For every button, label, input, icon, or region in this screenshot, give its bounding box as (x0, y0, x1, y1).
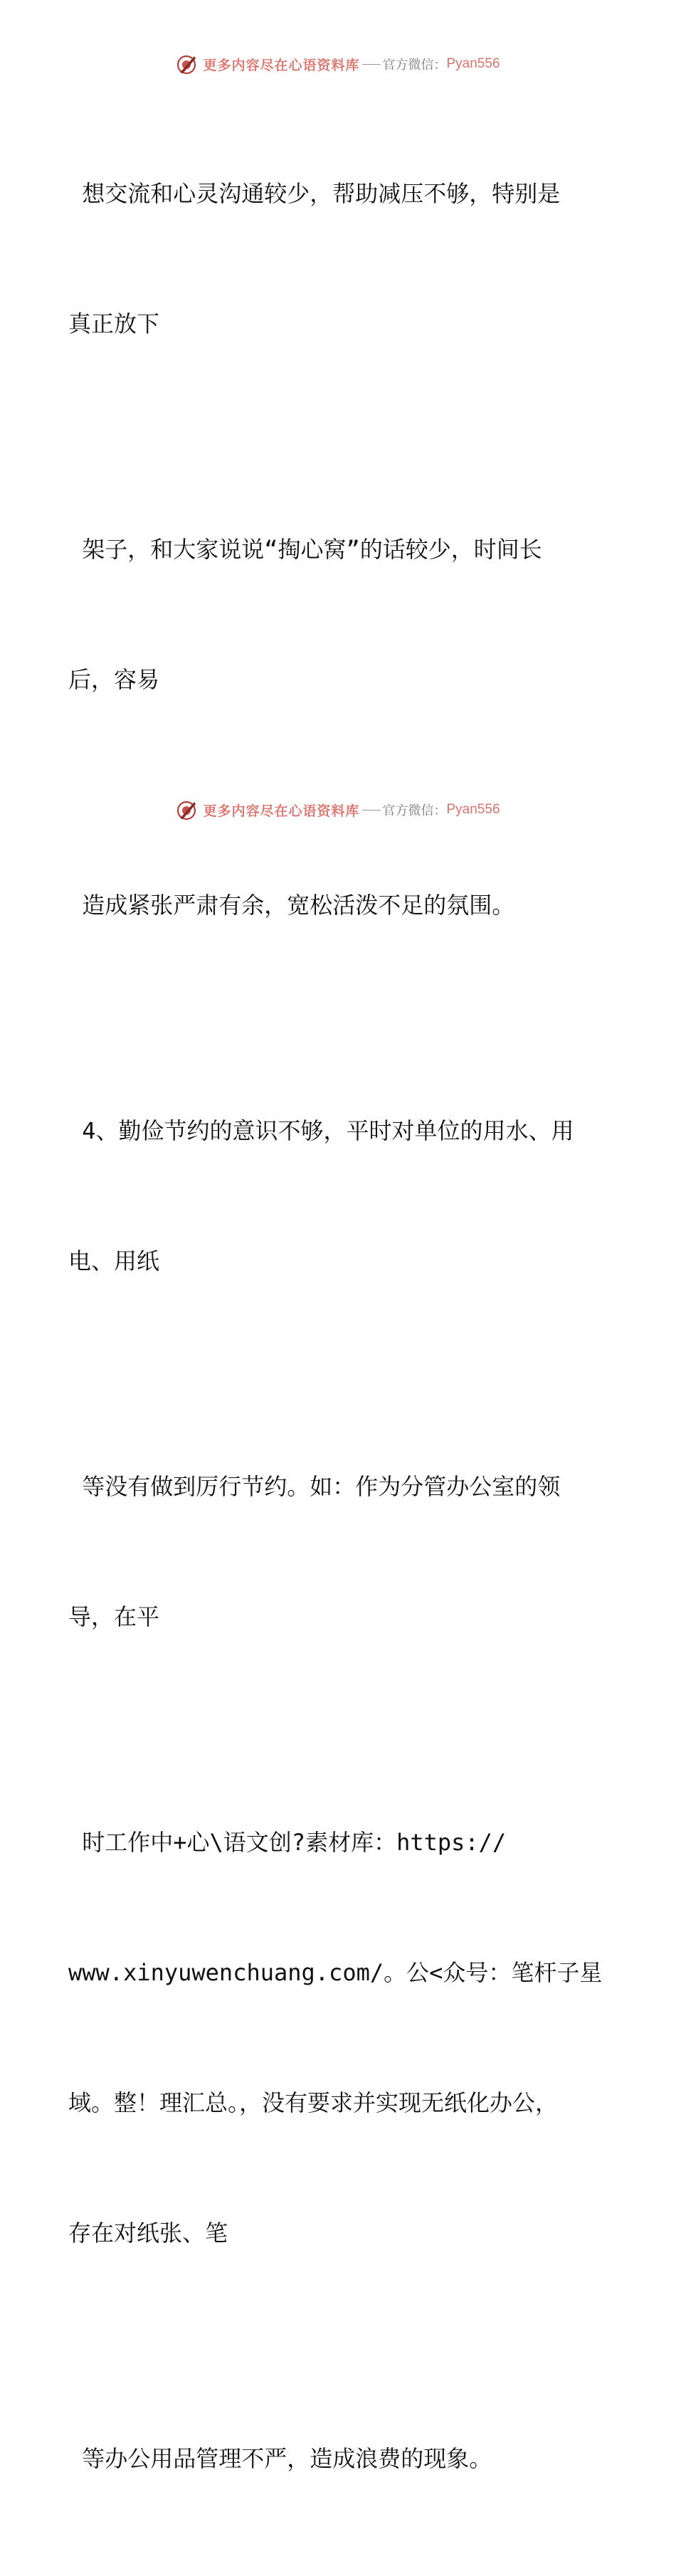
header-brand-text: 更多内容尽在心语资料库 (203, 57, 360, 73)
paragraph-line: 后，容易 (68, 666, 160, 693)
quill-logo-icon (176, 798, 199, 821)
footer-contact-id: Pyan556 (446, 802, 500, 817)
footer-contact-label: 官方微信： (382, 803, 447, 818)
paragraph-line: 4、勤俭节约的意识不够，平时对单位的用水、用 (68, 1117, 574, 1144)
header-watermark (0, 53, 676, 75)
paragraph-line: 造成紧张严肃有余，宽松活泼不足的氛围。 (68, 892, 515, 919)
paragraph-line: 想交流和心灵沟通较少，帮助减压不够，特别是 (68, 180, 561, 207)
quill-logo-icon (176, 53, 199, 75)
paragraph-line: 等办公用品管理不严，造成浪费的现象。 (68, 2445, 492, 2472)
paragraph-6 (68, 1734, 609, 2342)
header-dash (362, 64, 381, 65)
paragraph-7 (68, 2350, 609, 2567)
paragraph-line: 域。整！理汇总。，没有要求并实现无纸化办公， (68, 2089, 559, 2116)
paragraph-line: 真正放下 (68, 310, 160, 337)
footer-dash (362, 810, 381, 811)
paragraph-line: 导，在平 (68, 1603, 160, 1630)
paragraph-line: 电、用纸 (68, 1247, 160, 1274)
paragraph-3 (68, 797, 609, 1014)
paragraph-line: 等没有做到厉行节约。如：作为分管办公室的领 (68, 1473, 561, 1500)
paragraph-line: 存在对纸张、笔 (68, 2219, 228, 2247)
header-contact-label: 官方微信： (382, 58, 447, 73)
paragraph-2 (68, 441, 609, 788)
footer-watermark (0, 798, 676, 821)
paragraph-4 (68, 1023, 609, 1370)
paragraph-1 (68, 85, 609, 433)
paragraph-5 (68, 1378, 609, 1726)
paragraph-line: 架子，和大家说说“掏心窝”的话较少，时间长 (68, 536, 542, 563)
paragraph-line: www.xinyuwenchuang.com/。公<众号：笔杆子星 (68, 1959, 603, 1986)
document-body (68, 85, 609, 2576)
paragraph-line: 时工作中+心\语文创?素材库：https:// (68, 1829, 507, 1856)
header-contact-id: Pyan556 (446, 56, 500, 71)
footer-brand-text: 更多内容尽在心语资料库 (203, 803, 360, 819)
